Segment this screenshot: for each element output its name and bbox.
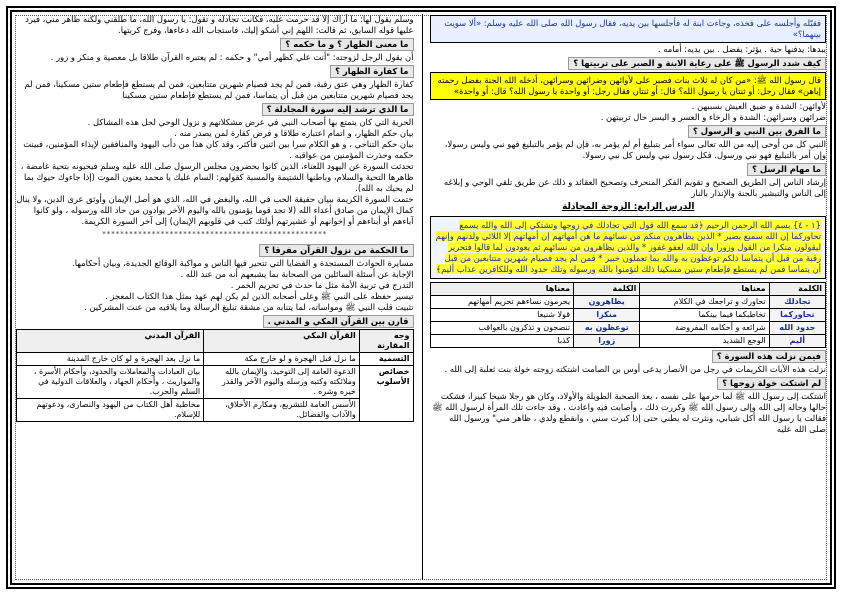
table-header: القرآن المدني <box>17 330 204 353</box>
table-cell: تخاطبكما فيما بينكما <box>640 309 769 322</box>
hadith-box: قال رسول الله ﷺ: «من كان له ثلاث بنات فصبر على لأوائهن وضرائهن وسرائهن، أدخله الله الجنة بفضل رحمته إياهن» فقال رجل: أو ثنتان يا رسول الله؟ قال: أو ثنتان فقال رجل: أو واحدة يا رسول الله؟ قال: أو واحدة» <box>430 72 826 100</box>
table-cell: يظاهرون <box>574 296 640 309</box>
wisdom-point: تيسير حفظه على النبي ﷺ وعلى أصحابه الذين لم يكن لهم عهد بمثل هذا الكتاب المعجز . <box>105 291 414 301</box>
vocab-table <box>430 282 826 348</box>
star-divider: ************************************************** <box>102 230 328 238</box>
comparison-table <box>16 329 414 422</box>
guidance-point: تحدثت السورة عن اليهود اللعناء، الذين كانوا يحضرون مجلس الرسول صلى الله عليه وسلم فيحيونه بتحية غامضة ، ظاهرها التحية والسلام، وباطنها الشتيمة والمسبة كقولهم: السام عليك يا محمد يعنون الموت (إذا جاءوك حيوك بما لم يحيك به الله). <box>20 161 414 193</box>
wisdom-heading: ما الحكمة من نزول القرآن مفرقا ؟ <box>259 244 413 257</box>
column-divider <box>422 14 423 580</box>
kaffara-heading: ما كفارة الظهار ؟ <box>330 65 413 78</box>
table-cell: التسمية <box>359 353 413 366</box>
table-cell: ما نزل بعد الهجرة و لو كان خارج المدينة <box>17 353 204 366</box>
prophet-paragraph: النبي كل من أوحى إليه من الله تعالى سواء أمر بتبليغ أم لم يؤمر به، فإن لم يؤمر بالتبليغ فهو نبي وليس رسولا، وإن أمر بالتبليغ فهو نبي ورسول. فكل رسول نبي وليس كل نبي رسولا. <box>444 139 826 160</box>
table-cell: قولا شنيعا <box>431 309 574 322</box>
surah-occasion-heading: فيمن نزلت هذه السورة ؟ <box>712 350 826 363</box>
table-cell: زورا <box>574 335 640 348</box>
wisdom-point: تثبيت قلب النبي ﷺ ومواساته، لما يتنابه من مشقة تبليغ الرسالة وما يلاقيه من عنت المشركين . <box>84 302 414 312</box>
tasks-heading: ما مهام الرسل ؟ <box>747 163 826 176</box>
table-row <box>17 366 414 399</box>
compare-heading: قارن بين القرآن المكي و المدني . <box>263 315 414 328</box>
khawla-paragraph: اشتكت إلى رسول الله ﷺ لما حرمها على نفسه ، بعد الصحبة الطويلة والأولاد، وكان هو رجلا شيخا كبيرا، فشكت حالها وحاله إلى الله وإلى رسول الله ﷺ وكررت ذلك ، وأصابت فيه واعادت ، وقد جاءت تلك المرأة لرسول الله ﷺ فقالت يا رسول الله أكل شبابي، ونثرت له بطني حتى إذا كبرت سني ، وانقطع ولدي ، ظاهر مني" ورسول الله صلى الله عليه <box>432 391 826 434</box>
table-cell: تحاورك و تراجعك في الكلام <box>640 296 769 309</box>
table-cell: مخاطبة أهل الكتاب من اليهود والنصارى، ودعوتهم للإسلام. <box>17 399 204 422</box>
hadith-box-top: فقبّله وأجلسه على فخذه، وجاءت ابنة له فأجلسها بين يديه، فقال رسول الله صلى الله عليه وسلم: «ألا سويت بينهما؟» <box>430 15 826 43</box>
table-cell: تحاوركما <box>769 309 825 322</box>
vocab-line: لأوائهن: الشدة و ضيق العيش بسببهن . <box>691 101 826 111</box>
guidance-point: ختمت السورة الكريمة ببيان حقيقة الحب في الله، والبغض في الله، الذي هو أصل الإيمان وأوثق عرى الدين، ولا ينال كمال الإيمان من صادق أعداء الله (لا تجد قوما يؤمنون بالله واليوم الآخر يوادون من حاد الله ورسوله ، ولو كانوا آباءهم أو أبناءهم أو إخوانهم أو عشيرتهم أولئك كتب في قلوبهم الإيمان) إلى آخر السورة الكريمة. <box>16 194 414 226</box>
quran-verse-box <box>430 216 826 279</box>
zihar-paragraph: أن يقول الرجل لزوجته: "أنت علي كظهر أمي" و حكمه : لم يعتبره القرآن طلاقا بل معصية و منكر و زور . <box>50 52 414 62</box>
table-cell: كذبا <box>431 335 574 348</box>
wisdom-point: مسايرة الحوادث المستجدة و القضايا التي تتحير فيها الناس و مواكبة الوقائع الجديدة، وبيان أحكامها. <box>72 258 414 268</box>
table-row <box>431 335 826 348</box>
guidance-point: بيان حكم التناجي ، و هو الكلام سرا بين اثنين فأكثر، وقد كان هذا من دأب اليهود والمنافقين لإيذاء المؤمنين، فبينت حكمه وحذرت المؤمنين من عواقبه . <box>23 139 414 160</box>
table-cell: توعظون به <box>574 322 640 335</box>
vocab-line: يبدها: يدفنها حية . يؤثر: يفضل . بين يديه: أمامه . <box>657 44 826 54</box>
right-column <box>430 14 826 580</box>
table-row <box>431 296 826 309</box>
prophet-messenger-heading: ما الفرق بين النبي و الرسول ؟ <box>688 125 826 138</box>
khawla-heading: لم اشتكت خولة زوجها ؟ <box>717 377 826 390</box>
mujadila-guidance-heading: ما الذي ترشد إليه سورة المجادلة ؟ <box>262 103 414 116</box>
kaffara-paragraph: كفارة الظهار وهي عتق رقبة، فمن لم يجد فصيام شهرين متتابعين، فمن لم يستطع فإطعام ستين مسكينا، فمن لم يجد فصيام شهرين متتابعين من قبل أن يتماسا، فمن لم يستطع فإطعام ستين مسكينا <box>24 79 414 100</box>
table-header: الكلمة <box>769 283 825 296</box>
tasks-paragraph: إرشاد الناس إلى الطريق الصحيح و تقويم الفكر المنحرف وتصحيح العقائد و ذلك عن طريق تلقي الوحي و إبلاغه إلى الناس والتبشير بالجنة والإنذار بالنار <box>444 177 826 198</box>
table-cell: بيان العبادات والمعاملات والحدود، وأحكام الأسرة ، والمواريث ، وأحكام الجهاد ، والعلاقات الدولية في السلم والحرب. <box>17 366 204 399</box>
wisdom-point: الإجابة عن أسئلة السائلين من الصحابة بما يشبعهم أنه من عند الله . <box>180 269 414 279</box>
intro-paragraph: وسلم يقول لها: ما أراك إلا قد حرمت عليه، فكانت تجادله و تقول: يا رسول الله، ما طلقني ولكنه ظاهر مني، فيرد عليها قوله السابق، ثم قالت: اللهم إني أشكو إليك، فاستجاب الله دعاءها، وفرج كربتها. <box>25 14 414 35</box>
table-cell: شرائعه و أحكامه المفروضة <box>640 322 769 335</box>
vocab-line: ضرائهن وسرائهن: الشدة و الرخاء و العسر و اليسر حال تربيتهن . <box>600 112 826 122</box>
table-cell: الوجع الشديد <box>640 335 769 348</box>
left-column <box>16 14 414 580</box>
lesson-title: الدرس الرابع: الزوجة المجادلة <box>562 202 695 212</box>
table-cell: تنصحون و تذكرون بالعواقب <box>431 322 574 335</box>
table-header: القرآن المكي <box>204 330 360 353</box>
guidance-point: بيان حكم الظهار، و اتمام اعتباره طلاقا و فرض كفارة لمن يصدر منه . <box>174 128 414 138</box>
table-row <box>431 322 826 335</box>
wisdom-point: التدرج في تربية الأمة مثل ما حدث في تحريم الخمر . <box>230 280 414 290</box>
table-cell: الدعوة العامة إلى التوحيد، والإيمان بالله وملائكته وكتبه ورسله واليوم الآخر والقدر خيره وشره . <box>204 366 360 399</box>
quran-verse: {١ - ٤} بسم الله الرحمن الرحيم ﴿قد سمع الله قول التي تجادلك في زوجها وتشتكي إلى الله والله يسمع تحاوركما إن الله سميع بصير * الذين يظاهرون منكم من نسائهم ما هن أمهاتهم إن أمهاتهم إلا اللائي ولدنهم وإنهم ليقولون منكرا من القول وزورا وإن الله لعفو غفور * والذين يظاهرون من نسائهم ثم يعودون لما قالوا فتحرير رقبة من قبل أن يتماسا ذلكم توعظون به والله بما تعملون خبير * فمن لم يجد فصيام شهرين متتابعين من قبل أن يتماسا فمن لم يستطع فإطعام ستين مسكينا ذلك لتؤمنوا بالله ورسوله وتلك حدود الله وللكافرين عذاب أليم﴾ <box>435 220 821 274</box>
table-cell: تجادلك <box>769 296 825 309</box>
table-header: معناها <box>431 283 574 296</box>
table-row <box>17 399 414 422</box>
zihar-heading: ما معنى الظهار ؟ و ما حكمه ؟ <box>280 38 413 51</box>
table-row <box>431 309 826 322</box>
table-cell: أليم <box>769 335 825 348</box>
table-row <box>17 353 414 366</box>
table-header: معناها <box>640 283 769 296</box>
table-cell: يحرمون نساءهم تحريم أمهاتهم <box>431 296 574 309</box>
table-cell: منكرا <box>574 309 640 322</box>
table-cell: حدود الله <box>769 322 825 335</box>
table-header: وجه المقارنة <box>359 330 413 353</box>
surah-occasion-paragraph: نزلت هذه الآيات الكريمات في رجل من الأنصار يدعى أوس بن الصامت اشتكته زوجته خولة بنت ثعلبة إلى الله . <box>444 364 826 374</box>
care-heading: كيف شدد الرسول ﷺ على رعاية الابنة و الصبر على تربيتها ؟ <box>568 57 826 70</box>
table-cell: ما نزل قبل الهجرة و لو خارج مكة <box>204 353 360 366</box>
guidance-point: الحرية التي كان يتمتع بها أصحاب النبي في عرض مشكلاتهم و نزول الوحي لحل هذه المشاكل . <box>87 117 414 127</box>
table-header: الكلمة <box>574 283 640 296</box>
table-cell: خصائص الأسلوب <box>359 366 413 422</box>
table-cell: الأسس العامة للتشريع، ومكارم الأخلاق، والآداب والفضائل. <box>204 399 360 422</box>
